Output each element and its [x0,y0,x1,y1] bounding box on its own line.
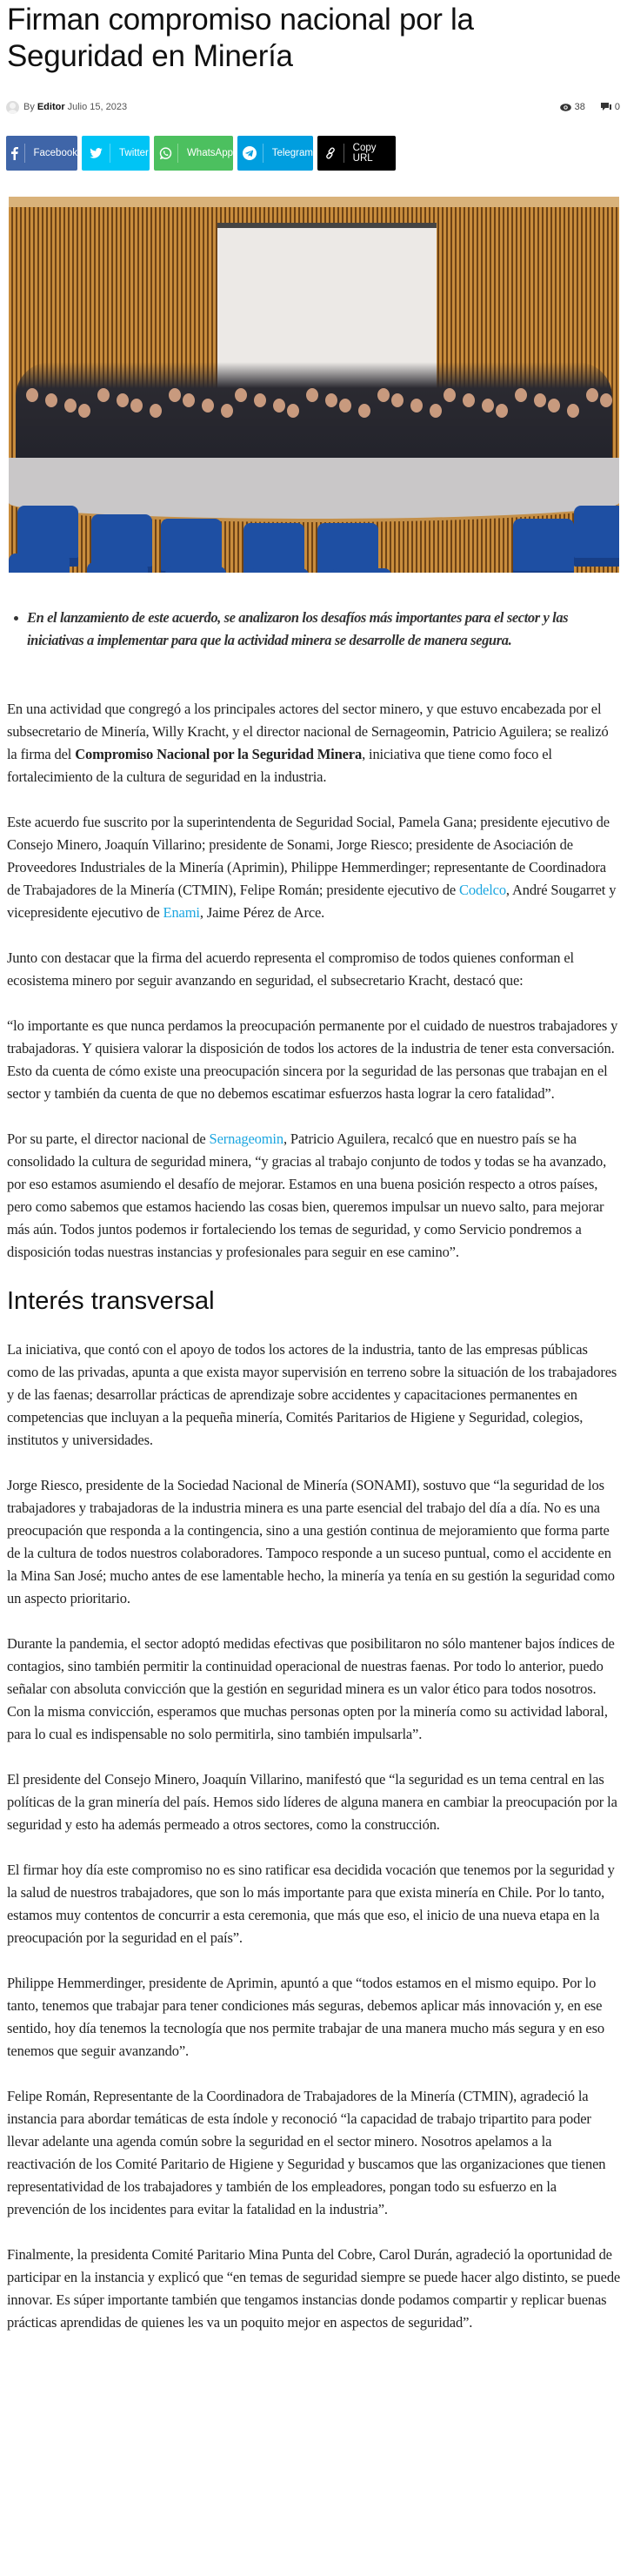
paragraph [7,1338,621,1452]
person-head [130,399,143,413]
person-head [482,399,494,413]
paragraph [7,1768,621,1836]
person-head [444,388,456,402]
text: Jorge Riesco, presidente de la Sociedad Nacional de Minería (SONAMI), sostuvo que “la seguridad de los trabajadores y trabajadoras de la industria minera es una parte esencial del trabajo del día a día. No es una preocupación que responda a la contingencia, sino a una gestión continua de mejoramiento que forma parte de la cultura de todos nuestros colaboradores. Tampoco responde a un suceso puntual, como el accidente en la Mina San José; mucho antes de ese lamentable hecho, la minería ya tenía en su gestión la seguridad como un aspecto prioritario. [7,1477,615,1607]
telegram-icon [237,136,263,171]
text: , iniciativa que tiene como foco el fortalecimiento de la cultura de seguridad en la industria. [7,746,552,785]
facebook-icon [6,136,24,171]
person-head [463,393,475,407]
text: En una actividad que congregó a los principales actores del sector minero, y que estuvo encabezada por el subsecretario de Minería, Willy Kracht, y el director nacional de Sernageomin, Patricio Aguilera; se realizó la firma del [7,701,609,762]
highlight-list [7,607,616,652]
whatsapp-icon [154,136,177,171]
text: Durante la pandemia, el sector adoptó medidas efectivas que posibilitaron no sólo mantener bajos índices de contagios, sino también permitir la continuidad operacional de nuestras faenas. Por todo lo anterior, puedo señalar con absoluta convicción que la gestión en seguridad minera es un valor ético para todos nosotros. Con la misma convicción, esperamos que muchas personas opten por la minería como su actividad laboral, para lo cual es indispensable no solo permitirla, sino también impulsarla”. [7,1635,615,1742]
person-head [64,399,77,413]
auditorium-seats [9,488,619,573]
seat [165,567,226,573]
person-head [358,404,370,418]
text: Por su parte, el director nacional de [7,1130,210,1147]
link-icon [317,136,344,171]
text: , Patricio Aguilera, recalcó que en nuestro país se ha consolidado la cultura de seguridad minera, “y gracias al trabajo conjunto de todos y todas se ha avanzado, por eso estamos asumiendo el desafío de mejorar. Estamos en una buena posición respecto a otros países, pero como sabemos que estamos haciendo las cosas bien, queremos impulsar un nuevo salto, para mejorar más aún. Todos juntos podemos ir fortaleciendo los temas de seguridad, y como Servicio pondremos a disposición todas nuestras instancias y profesionales para seguir en ese camino”. [7,1130,607,1260]
share-whatsapp-button[interactable]: WhatsApp [154,136,233,171]
publish-date: Julio 15, 2023 [67,102,128,112]
paragraph [7,1633,621,1746]
seat [513,519,574,573]
person-head [534,393,546,407]
person-head [325,393,337,407]
person-head [496,404,508,418]
seat [248,568,309,573]
ceiling [9,197,619,207]
text: Interés transversal [7,1287,215,1315]
seat [574,506,619,567]
person-head [287,404,299,418]
seat [161,519,222,573]
paragraph [7,2244,621,2334]
comments-count[interactable]: 0 [601,102,620,112]
share-facebook-button[interactable]: Facebook [6,136,77,171]
text: Felipe Román, Representante de la Coordinadora de Trabajadores de la Minería (CTMIN), agradeció la instancia para abordar temáticas de esta índole y reconoció “la capacidad de trabajo tripartito para poder llevar adelante una agenda común sobre la seguridad en el sector minero. Nosotros apelamos a la reactivación de los Comité Paritario de Higiene y Seguridad y buscamos que las organizaciones que tienen representatividad de los trabajadores y también de los empleadores, pongan todo su esfuerzo en la prevención de los incidentes para evitar la fatalidad en la industria”. [7,2088,606,2217]
paragraph [7,811,621,924]
share-twitter-button[interactable]: Twitter [82,136,150,171]
person-head [202,399,214,413]
person-head [273,399,285,413]
article-title: Firman compromiso nacional por la Seguridad en Minería [7,3,474,73]
text: Finalmente, la presidenta Comité Paritario Mina Punta del Cobre, Carol Durán, agradeció la oportunidad de participar en la instancia y explicó que “en temas de seguridad siempre se puede hacer algo distinto, se puede innovar. Es súper importante también que tengamos instancias donde podamos compartir y replicar buenas prácticas aprendidas de quienes les va un poquito mejor en aspectos de seguridad”. [7,2246,621,2331]
person-head [586,388,598,402]
person-head [430,404,442,418]
bold-text: Compromiso Nacional por la Seguridad Minera [75,746,363,762]
seat [243,523,304,573]
author-link[interactable]: Editor [37,102,65,112]
person-head [391,393,404,407]
person-head [235,388,247,402]
text: El firmar hoy día este compromiso no es sino ratificar esa decidida vocación que tenemos por la seguridad y la salud de nuestros trabajadores, que son lo más importante para que exista minería en Chile. Por lo tanto, estamos muy contentos de concurrir a esta ceremonia, que más que eso, el inicio de una nueva etapa en la preocupación por la seguridad en el país”. [7,1862,615,1946]
share-buttons [6,136,396,171]
person-head [339,399,351,413]
article-body [7,698,621,2357]
person-head [600,393,612,407]
person-head [26,388,38,402]
inline-link[interactable]: Codelco [458,882,506,898]
paragraph [7,947,621,992]
comment-icon [601,103,611,111]
section-heading [7,1286,621,1316]
text: Este acuerdo fue suscrito por la superintendenta de Seguridad Social, Pamela Gana; presidente ejecutivo de Consejo Minero, Joaquín Villarino; presidente de Sonami, Jorge Riesco; presidente de Asociación de Proveedores Industriales de la Minería (Aprimin), Philippe Hemmerdinger; representante de Coordinadora de Trabajadores de la Minería (CTMIN), Felipe Román; presidente ejecutivo de [7,814,610,898]
share-telegram-button[interactable]: Telegram [237,136,313,171]
paragraph [7,1128,621,1264]
views-count: 38 [560,102,585,112]
person-head [45,393,57,407]
person-head [548,399,560,413]
article-meta [6,98,620,116]
paragraph [7,1015,621,1105]
paragraph [7,1859,621,1949]
person-head [410,399,423,413]
person-head [169,388,181,402]
text: , Jaime Pérez de Arce. [199,904,325,921]
text: Philippe Hemmerdinger, presidente de Aprimin, apuntó a que “todos estamos en el mismo equipo. Por lo tanto, tenemos que trabajar para tener condiciones más seguras, debemos aplicar más innovación y, en ese sentido, hoy día tenemos la tecnología que nos permite trabajar de una manera mucho más segura y en eso tenemos que seguir avanzando”. [7,1975,604,2059]
twitter-icon [82,136,110,171]
paragraph [7,1474,621,1610]
person-head [183,393,195,407]
text: “lo importante es que nunca perdamos la preocupación permanente por el cuidado de nuestros trabajadores y trabajadoras. Y quisiera valorar la disposición de todos los actores de la industria de tener esta conversación. Esto da cuenta de cómo existe una preocupación sincera por la seguridad de las personas que trabajan en el sector y también da cuenta de que no debemos escatimar esfuerzos hasta lograr la cero fatalidad”. [7,1017,618,1102]
seat [330,568,391,573]
text: La iniciativa, que contó con el apoyo de todos los actores de la industria, tanto de las empresas públicas como de las privadas, apunta a que exista mayor supervisión en terreno sobre la situación de los trabajadores y de las faenas; desarrollar prácticas de aprendizaje sobre accidentes y capacitaciones permanentes en competencias que incluyan a la pequeña minería, Comités Paritarios de Higiene y Seguridad, colegios, institutos y universidades. [7,1341,617,1448]
person-head [306,388,318,402]
group-of-people [16,362,612,466]
person-head [254,393,266,407]
person-head [117,393,129,407]
seat [9,553,70,573]
person-head [515,388,527,402]
copy-url-button[interactable]: Copy URL [317,136,396,171]
person-head [221,404,233,418]
by-label: By [23,102,35,112]
text: Junto con destacar que la firma del acuerdo representa el compromiso de todos quienes conforman el ecosistema minero por seguir avanzando en seguridad, el subsecretario Kracht, destacó que: [7,949,574,989]
eye-icon [560,104,571,111]
text: , André Sougarret y vicepresidente ejecutivo de [7,882,617,921]
paragraph [7,698,621,788]
seat [87,562,148,573]
person-head [97,388,110,402]
person-head [377,388,390,402]
inline-link[interactable]: Enami [163,904,200,921]
person-head [567,404,579,418]
person-head [150,404,162,418]
text: El presidente del Consejo Minero, Joaquín Villarino, manifestó que “la seguridad es un tema central en las políticas de la gran minería del país. Hemos sido líderes de alguna manera en cambiar la preocupación por la seguridad y esto ha además permeado a otros sectores, como la construcción. [7,1771,617,1833]
featured-image [9,197,619,573]
highlight-item: En el lanzamiento de este acuerdo, se analizaron los desafíos más importantes para el sector y las iniciativas a implementar para que la actividad minera se desarrolle de manera segura. [7,607,616,652]
inline-link[interactable]: Sernageomin [209,1130,283,1147]
author-avatar[interactable] [6,101,19,114]
paragraph [7,2085,621,2221]
seat [317,523,378,573]
paragraph [7,1972,621,2063]
person-head [78,404,90,418]
